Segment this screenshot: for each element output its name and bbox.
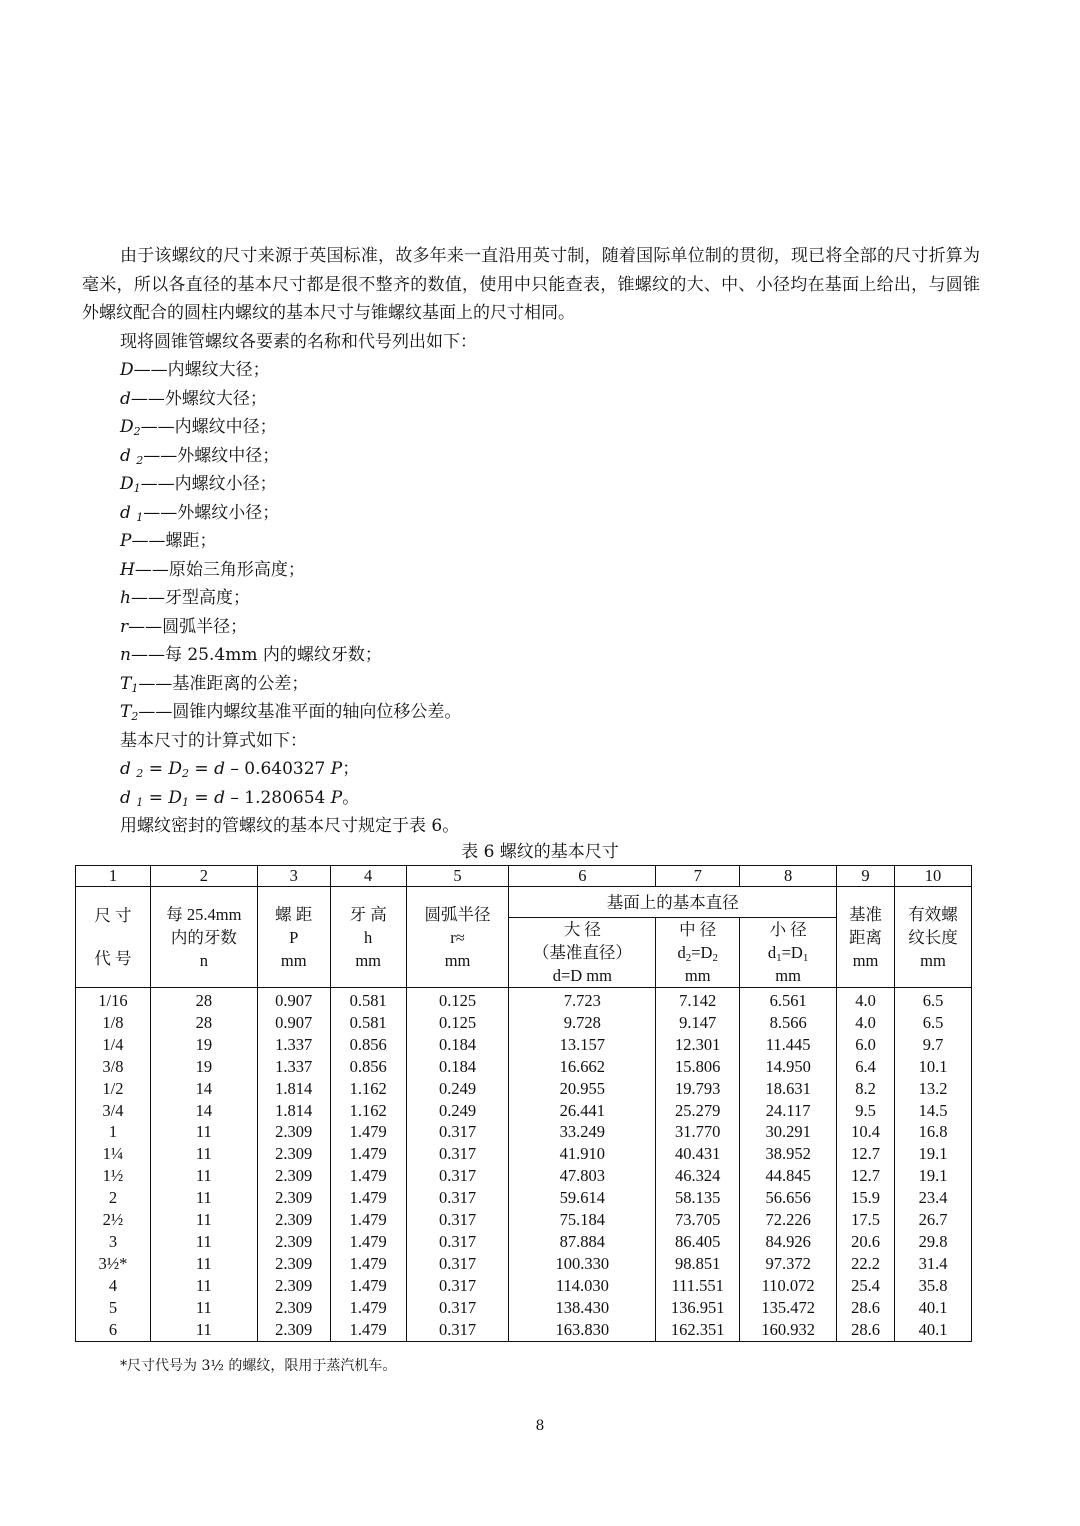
table-cell: 1.814 [257, 1078, 330, 1100]
table-row [76, 1165, 972, 1187]
formula-2: d $_1 = D_1 = d - 1.280654$ P。 [120, 787, 360, 809]
symbol-item: r——圆弧半径； [120, 616, 248, 637]
table-cell: 163.830 [509, 1319, 656, 1341]
table-cell: 7.142 [656, 988, 740, 1012]
column-number: 3 [257, 866, 330, 887]
table-row [76, 988, 972, 1012]
table-body [76, 988, 972, 1342]
table-cell: 14 [150, 1100, 257, 1122]
table-cell: 97.372 [740, 1253, 837, 1275]
table-cell: 24.117 [740, 1100, 837, 1122]
table-cell: 0.317 [406, 1143, 509, 1165]
table-cell: 11.445 [740, 1034, 837, 1056]
table-cell: 9.728 [509, 1012, 656, 1034]
table-cell: 3½* [76, 1253, 151, 1275]
formula-1: d $_2 = D_2 = d - 0.640327$ P； [120, 759, 360, 780]
table-cell: 6.561 [740, 988, 837, 1012]
table-row [76, 1012, 972, 1034]
table-cell: 0.907 [257, 1012, 330, 1034]
table-cell: 19.793 [656, 1078, 740, 1100]
table-row [76, 1187, 972, 1209]
table-cell: 1.479 [330, 1165, 406, 1187]
symbol-item: $T_1——$基准距离的公差； [120, 673, 309, 695]
header-pitch-diameter: 中 径 $d_2=D_2$ mm [656, 918, 740, 988]
table-cell: 2.309 [257, 1319, 330, 1341]
table-cell: 73.705 [656, 1209, 740, 1231]
table-cell: 33.249 [509, 1121, 656, 1143]
table-cell: 26.441 [509, 1100, 656, 1122]
table-cell: 135.472 [740, 1297, 837, 1319]
column-number: 5 [406, 866, 509, 887]
table-cell: 11 [150, 1121, 257, 1143]
table-cell: 11 [150, 1297, 257, 1319]
table-cell: 0.249 [406, 1100, 509, 1122]
header-pitch: 螺 距 P mm [257, 887, 330, 988]
table-cell: 0.184 [406, 1056, 509, 1078]
table-cell: 13.2 [895, 1078, 972, 1100]
table-cell: 86.405 [656, 1231, 740, 1253]
table-cell: 19 [150, 1056, 257, 1078]
table-cell: 44.845 [740, 1165, 837, 1187]
table-row [76, 1297, 972, 1319]
table-cell: 1/16 [76, 988, 151, 1012]
table-cell: 8.566 [740, 1012, 837, 1034]
table-cell: 9.5 [837, 1100, 895, 1122]
table-row [76, 1100, 972, 1122]
table-cell: 56.656 [740, 1187, 837, 1209]
table-cell: 15.9 [837, 1187, 895, 1209]
symbol-item: $D_2——$内螺纹中径； [120, 417, 277, 438]
table-cell: 2½ [76, 1209, 151, 1231]
thread-dimension-table [75, 865, 972, 1342]
table-row [76, 1121, 972, 1143]
table-cell: 0.249 [406, 1078, 509, 1100]
table-cell: 47.803 [509, 1165, 656, 1187]
table-cell: 2.309 [257, 1121, 330, 1143]
table-cell: 23.4 [895, 1187, 972, 1209]
table-cell: 10.1 [895, 1056, 972, 1078]
table-cell: 1.162 [330, 1100, 406, 1122]
table-cell: 0.125 [406, 988, 509, 1012]
table-cell: 4 [76, 1275, 151, 1297]
table-cell: 40.431 [656, 1143, 740, 1165]
table-caption: 表 6 螺纹的基本尺寸 [461, 842, 619, 862]
table-cell: 6.0 [837, 1034, 895, 1056]
symbol-item: d $_1$——外螺纹小径； [120, 502, 280, 524]
table-cell: 1¼ [76, 1143, 151, 1165]
table-cell: 11 [150, 1253, 257, 1275]
table-cell: 17.5 [837, 1209, 895, 1231]
header-reference-distance: 基准 距离 mm [837, 887, 895, 988]
table-cell: 1.479 [330, 1253, 406, 1275]
table-cell: 2 [76, 1187, 151, 1209]
table-cell: 7.723 [509, 988, 656, 1012]
table-cell: 13.157 [509, 1034, 656, 1056]
symbol-item: $D_1——$内螺纹小径； [120, 474, 277, 495]
symbol-item: D——内螺纹大径； [120, 360, 270, 380]
table-cell: 30.291 [740, 1121, 837, 1143]
table-row [76, 1056, 972, 1078]
table-cell: 28 [150, 1012, 257, 1034]
table-cell: 162.351 [656, 1319, 740, 1341]
table-cell: 1.479 [330, 1143, 406, 1165]
table-cell: 1.162 [330, 1078, 406, 1100]
column-number: 4 [330, 866, 406, 887]
page-number: 8 [535, 1418, 545, 1434]
header-basic-diameters: 基面上的基本直径 [509, 887, 837, 918]
table-cell: 3 [76, 1231, 151, 1253]
table-row [76, 1078, 972, 1100]
table-cell: 1/2 [76, 1078, 151, 1100]
table-cell: 0.317 [406, 1297, 509, 1319]
table-row [76, 1275, 972, 1297]
table-cell: 2.309 [257, 1187, 330, 1209]
table-cell: 22.2 [837, 1253, 895, 1275]
table-cell: 6 [76, 1319, 151, 1341]
table-cell: 6.4 [837, 1056, 895, 1078]
symbol-item: P——螺距； [120, 531, 217, 551]
column-number: 10 [895, 866, 972, 887]
table-cell: 1.479 [330, 1209, 406, 1231]
table-cell: 160.932 [740, 1319, 837, 1341]
table-cell: 29.8 [895, 1231, 972, 1253]
table-cell: 11 [150, 1143, 257, 1165]
symbol-item: h——牙型高度； [120, 588, 250, 608]
table-cell: 4.0 [837, 988, 895, 1012]
table-cell: 58.135 [656, 1187, 740, 1209]
table-cell: 75.184 [509, 1209, 656, 1231]
table-cell: 0.317 [406, 1209, 509, 1231]
table-cell: 31.770 [656, 1121, 740, 1143]
table-cell: 1.479 [330, 1297, 406, 1319]
table-footnote: *尺寸代号为 3½ 的螺纹，限用于蒸汽机车。 [120, 1358, 397, 1374]
column-number-row [76, 866, 972, 887]
header-effective-length: 有效螺 纹长度 mm [895, 887, 972, 988]
table-cell: 100.330 [509, 1253, 656, 1275]
table-cell: 11 [150, 1319, 257, 1341]
table-cell: 0.184 [406, 1034, 509, 1056]
table-cell: 0.856 [330, 1056, 406, 1078]
table-cell: 20.6 [837, 1231, 895, 1253]
table-cell: 18.631 [740, 1078, 837, 1100]
table-row [76, 1231, 972, 1253]
table-cell: 12.301 [656, 1034, 740, 1056]
table-cell: 16.8 [895, 1121, 972, 1143]
table-cell: 0.581 [330, 1012, 406, 1034]
table-cell: 1½ [76, 1165, 151, 1187]
table-cell: 84.926 [740, 1231, 837, 1253]
table-cell: 1.479 [330, 1187, 406, 1209]
header-arc-radius: 圆弧半径 r≈ mm [406, 887, 509, 988]
table-cell: 28 [150, 988, 257, 1012]
header-teeth: 每 25.4mm 内的牙数 n [150, 887, 257, 988]
table-cell: 11 [150, 1275, 257, 1297]
table-cell: 1.479 [330, 1121, 406, 1143]
table-cell: 14 [150, 1078, 257, 1100]
table-cell: 0.317 [406, 1253, 509, 1275]
table-cell: 9.147 [656, 1012, 740, 1034]
table-cell: 0.317 [406, 1275, 509, 1297]
table-cell: 40.1 [895, 1297, 972, 1319]
table-cell: 0.907 [257, 988, 330, 1012]
column-number: 8 [740, 866, 837, 887]
table-cell: 20.955 [509, 1078, 656, 1100]
symbol-item: n——每 25.4mm 内的螺纹牙数； [120, 645, 382, 665]
table-cell: 0.317 [406, 1231, 509, 1253]
formula-intro: 基本尺寸的计算式如下： [120, 730, 307, 751]
table-reference: 用螺纹密封的管螺纹的基本尺寸规定于表 6。 [120, 816, 460, 836]
table-cell: 0.125 [406, 1012, 509, 1034]
table-cell: 3/8 [76, 1056, 151, 1078]
table-cell: 28.6 [837, 1319, 895, 1341]
table-cell: 28.6 [837, 1297, 895, 1319]
column-number: 1 [76, 866, 151, 887]
header-tooth-height: 牙 高 h mm [330, 887, 406, 988]
table-cell: 12.7 [837, 1143, 895, 1165]
table-cell: 2.309 [257, 1253, 330, 1275]
table-cell: 6.5 [895, 1012, 972, 1034]
symbol-item: $T_2——$圆锥内螺纹基准平面的轴向位移公差。 [120, 702, 462, 723]
table-cell: 14.950 [740, 1056, 837, 1078]
table-cell: 10.4 [837, 1121, 895, 1143]
table-cell: 3/4 [76, 1100, 151, 1122]
table-cell: 72.226 [740, 1209, 837, 1231]
table-cell: 19.1 [895, 1143, 972, 1165]
table-cell: 40.1 [895, 1319, 972, 1341]
table-cell: 4.0 [837, 1012, 895, 1034]
table-cell: 11 [150, 1165, 257, 1187]
column-number: 9 [837, 866, 895, 887]
table-cell: 0.317 [406, 1121, 509, 1143]
table-cell: 5 [76, 1297, 151, 1319]
table-cell: 138.430 [509, 1297, 656, 1319]
table-cell: 25.279 [656, 1100, 740, 1122]
column-number: 2 [150, 866, 257, 887]
table-row [76, 1319, 972, 1341]
table-cell: 0.856 [330, 1034, 406, 1056]
table-row [76, 1143, 972, 1165]
table-cell: 2.309 [257, 1231, 330, 1253]
table-cell: 1/8 [76, 1012, 151, 1034]
table-cell: 1 [76, 1121, 151, 1143]
table-cell: 15.806 [656, 1056, 740, 1078]
body-text [82, 242, 980, 841]
table-cell: 2.309 [257, 1297, 330, 1319]
table-cell: 136.951 [656, 1297, 740, 1319]
table-cell: 1/4 [76, 1034, 151, 1056]
header-minor-diameter: 小 径 $d_1=D_1$ mm [740, 918, 837, 988]
intro-paragraph: 由于该螺纹的尺寸来源于英国标准，故多年来一直沿用英寸制，随着国际单位制的贯彻，现已将全部的尺寸折算为毫米，所以各直径的基本尺寸都是很不整齐的数值，使用中只能查表，锥螺纹的大、中、小径均在基面上给出，与圆锥外螺纹配合的圆柱内螺纹的基本尺寸与锥螺纹基面上的尺寸相同。 [82, 246, 980, 323]
table-cell: 16.662 [509, 1056, 656, 1078]
table-cell: 111.551 [656, 1275, 740, 1297]
header-size-code: 尺 寸 代 号 [76, 887, 151, 988]
table-row [76, 1034, 972, 1056]
table-cell: 59.614 [509, 1187, 656, 1209]
header-row-1 [76, 887, 972, 918]
table-cell: 2.309 [257, 1165, 330, 1187]
table-cell: 1.814 [257, 1100, 330, 1122]
table-cell: 12.7 [837, 1165, 895, 1187]
header-major-diameter: 大 径 （基准直径） d=D mm [509, 918, 656, 988]
table-cell: 46.324 [656, 1165, 740, 1187]
symbol-list-intro: 现将圆锥管螺纹各要素的名称和代号列出如下： [120, 331, 477, 352]
column-number: 6 [509, 866, 656, 887]
table-cell: 0.317 [406, 1187, 509, 1209]
table-row [76, 1209, 972, 1231]
table-cell: 25.4 [837, 1275, 895, 1297]
table-cell: 2.309 [257, 1143, 330, 1165]
table-cell: 1.479 [330, 1275, 406, 1297]
table-cell: 2.309 [257, 1275, 330, 1297]
table-cell: 26.7 [895, 1209, 972, 1231]
symbol-item: d——外螺纹大径； [120, 388, 267, 409]
table-cell: 1.337 [257, 1056, 330, 1078]
symbol-item: H——原始三角形高度； [120, 559, 305, 580]
table-cell: 31.4 [895, 1253, 972, 1275]
table-cell: 1.337 [257, 1034, 330, 1056]
table-cell: 2.309 [257, 1209, 330, 1231]
table-cell: 11 [150, 1231, 257, 1253]
table-cell: 19.1 [895, 1165, 972, 1187]
table-cell: 9.7 [895, 1034, 972, 1056]
table-cell: 19 [150, 1034, 257, 1056]
table-cell: 11 [150, 1187, 257, 1209]
symbol-item: d $_2$——外螺纹中径； [120, 445, 280, 467]
table-cell: 98.851 [656, 1253, 740, 1275]
table-row [76, 1253, 972, 1275]
table-cell: 114.030 [509, 1275, 656, 1297]
table-cell: 0.317 [406, 1165, 509, 1187]
table-cell: 11 [150, 1209, 257, 1231]
table-cell: 1.479 [330, 1231, 406, 1253]
table-cell: 1.479 [330, 1319, 406, 1341]
table-cell: 41.910 [509, 1143, 656, 1165]
table-cell: 110.072 [740, 1275, 837, 1297]
table-cell: 14.5 [895, 1100, 972, 1122]
table-cell: 6.5 [895, 988, 972, 1012]
table-cell: 87.884 [509, 1231, 656, 1253]
table-cell: 35.8 [895, 1275, 972, 1297]
table-cell: 0.581 [330, 988, 406, 1012]
table-cell: 8.2 [837, 1078, 895, 1100]
column-number: 7 [656, 866, 740, 887]
table-cell: 38.952 [740, 1143, 837, 1165]
symbol-list [82, 356, 980, 727]
table-cell: 0.317 [406, 1319, 509, 1341]
